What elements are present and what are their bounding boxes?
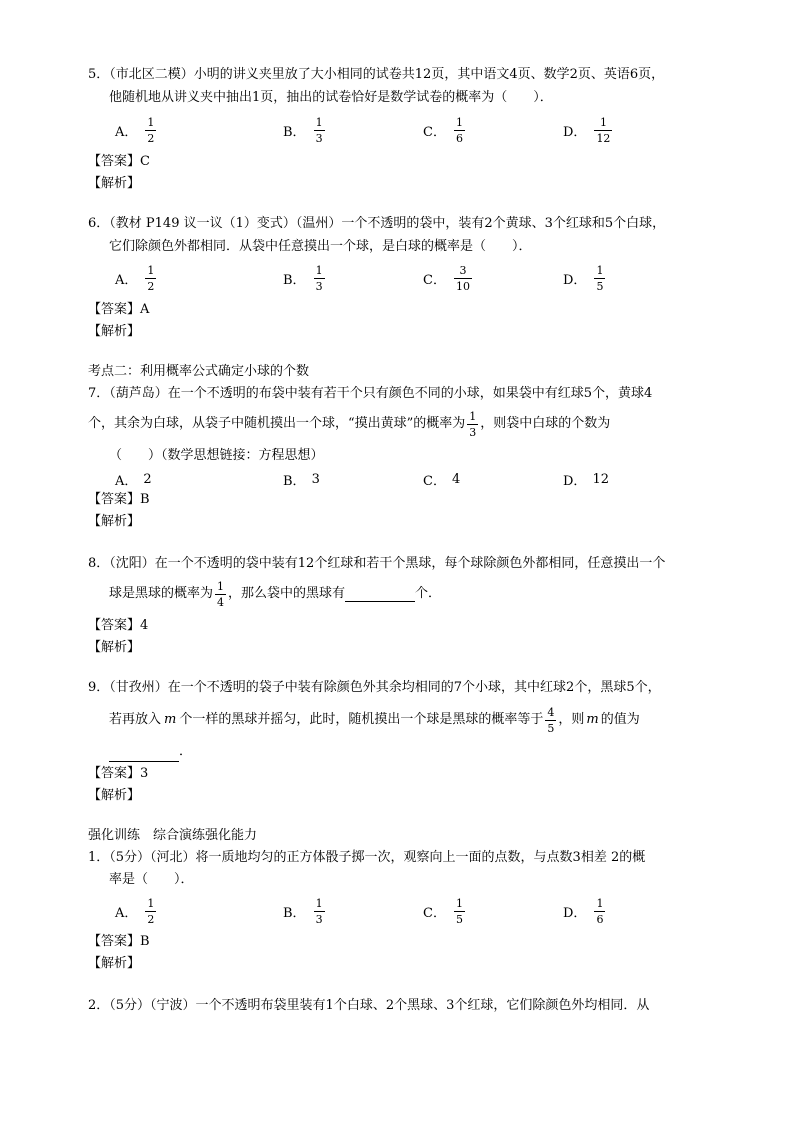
q9-answer: 【答案】3 xyxy=(88,766,149,781)
q6-option-d: D． $\frac{1}{5}$ xyxy=(563,263,604,293)
q8-line1: 8．（沈阳）在一个不透明的袋中装有12个红球和若干个黑球，每个球除颜色外都相同，任意摸出一个 xyxy=(88,556,666,571)
q6-option-b: B． $\frac{1}{3}$ xyxy=(283,263,323,293)
q7-line2: 个，其余为白球，从袋子中随机摸出一个球，“摸出黄球”的概率为 $\frac{1}{3}$ ，则袋中白球的个数为 xyxy=(88,409,611,439)
q9-line2: 若再放入 m 个一样的黑球并摇匀，此时，随机摸出一个球是黑球的概率等于 $\frac{4}{5}$ ，则 m 的值为 xyxy=(109,705,640,735)
fraction: $\frac{1}{6}$ xyxy=(455,115,463,145)
q6-line2: 它们除颜色外都相同．从袋中任意摸出一个球，是白球的概率是（ ）． xyxy=(109,239,532,254)
q6-line1: 6．（教材 P149 议一议（1）变式）（温州）一个不透明的袋中，装有2个黄球、3个红球和5个白球， xyxy=(88,216,666,231)
p1-option-d: D． $\frac{1}{6}$ xyxy=(563,896,604,926)
fraction: $\frac{1}{3}$ xyxy=(469,409,477,439)
p1-analysis: 【解析】 xyxy=(88,956,141,971)
p1-option-c: C． $\frac{1}{5}$ xyxy=(423,896,463,926)
fraction: $\frac{4}{5}$ xyxy=(547,705,555,735)
fraction: $\frac{1}{3}$ xyxy=(315,115,323,145)
q7-option-c: C． 4 xyxy=(423,471,461,489)
section-heading-3: 强化训练 综合演练强化能力 xyxy=(88,828,258,843)
q7-option-b: B． 3 xyxy=(283,471,320,489)
q5-line1: 5．（市北区二模）小明的讲义夹里放了大小相同的试卷共12页，其中语文4页、数学2页、英语6页， xyxy=(88,67,665,82)
q5-option-b: B． $\frac{1}{3}$ xyxy=(283,115,323,145)
q6-option-a: A． $\frac{1}{2}$ xyxy=(115,263,155,293)
fraction: $\frac{1}{3}$ xyxy=(315,263,323,293)
q7-analysis: 【解析】 xyxy=(88,514,141,529)
q5-option-d: D． $\frac{1}{12}$ xyxy=(563,115,611,145)
p1-options xyxy=(115,893,715,929)
q7-line3: （ ）（数学思想链接：方程思想） xyxy=(109,448,324,463)
q5-option-a: A． $\frac{1}{2}$ xyxy=(115,115,155,145)
fraction: $\frac{1}{5}$ xyxy=(596,263,604,293)
p1-option-b: B． $\frac{1}{3}$ xyxy=(283,896,323,926)
q5-options xyxy=(115,112,715,148)
q5-line2: 他随机地从讲义夹中抽出1页，抽出的试卷恰好是数学试卷的概率为（ ）． xyxy=(109,90,553,105)
answer-blank[interactable] xyxy=(345,587,415,602)
fraction: $\frac{3}{10}$ xyxy=(455,263,470,293)
section-heading-2: 考点二：利用概率公式确定小球的个数 xyxy=(88,364,310,379)
q8-answer: 【答案】4 xyxy=(88,618,149,633)
fraction: $\frac{1}{3}$ xyxy=(315,896,323,926)
q7-option-a: A． 2 xyxy=(115,471,152,489)
q7-options xyxy=(115,469,715,489)
answer-blank[interactable] xyxy=(109,747,179,762)
q7-answer: 【答案】B xyxy=(88,492,150,507)
q5-answer: 【答案】C xyxy=(88,154,150,169)
fraction: $\frac{1}{5}$ xyxy=(455,896,463,926)
q6-analysis: 【解析】 xyxy=(88,324,141,339)
q5-analysis: 【解析】 xyxy=(88,176,141,191)
variable-m: m xyxy=(164,712,177,727)
p1-line2: 率是（ ）． xyxy=(109,872,194,887)
q6-options xyxy=(115,260,715,296)
variable-m: m xyxy=(586,712,599,727)
q5-option-c: C． $\frac{1}{6}$ xyxy=(423,115,463,145)
q7-option-d: D． 12 xyxy=(563,471,609,489)
q9-analysis: 【解析】 xyxy=(88,788,141,803)
fraction: $\frac{1}{4}$ xyxy=(217,579,225,609)
fraction: $\frac{1}{6}$ xyxy=(596,896,604,926)
fraction: $\frac{1}{2}$ xyxy=(147,896,155,926)
q6-option-c: C． $\frac{3}{10}$ xyxy=(423,263,470,293)
fraction: $\frac{1}{2}$ xyxy=(147,263,155,293)
p1-option-a: A． $\frac{1}{2}$ xyxy=(115,896,155,926)
p2-line1: 2．（5分）（宁波）一个不透明布袋里装有1个白球、2个黑球、3个红球，它们除颜色外均相同．从 xyxy=(88,998,650,1013)
q9-line1: 9．（甘孜州）在一个不透明的袋子中装有除颜色外其余均相同的7个小球，其中红球2个，黑球5个， xyxy=(88,680,661,695)
q9-line3: ． xyxy=(88,742,737,762)
q8-analysis: 【解析】 xyxy=(88,640,141,655)
q7-line1: 7．（葫芦岛）在一个不透明的布袋中装有若干个只有颜色不同的小球，如果袋中有红球5个，黄球4 xyxy=(88,386,653,401)
p1-answer: 【答案】B xyxy=(88,934,150,949)
fraction: $\frac{1}{12}$ xyxy=(596,115,611,145)
q6-answer: 【答案】A xyxy=(88,302,150,317)
p1-line1: 1．（5分）（河北）将一质地均匀的正方体骰子掷一次，观察向上一面的点数，与点数3相差 2的概 xyxy=(88,850,646,865)
fraction: $\frac{1}{2}$ xyxy=(147,115,155,145)
q8-line2: 球是黑球的概率为 $\frac{1}{4}$ ，那么袋中的黑球有 个． xyxy=(109,579,442,609)
